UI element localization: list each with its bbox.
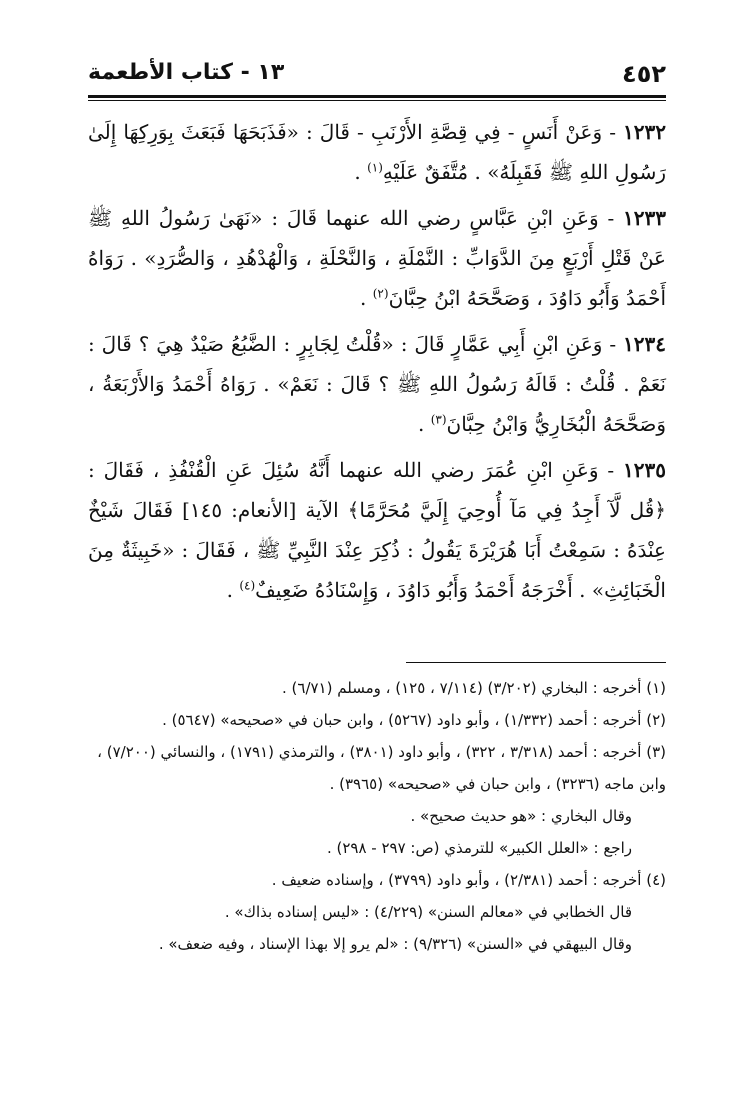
footnote-3: (٣) أخرجه : أحمد (٣/٣١٨ ، ٣٢٢) ، وأبو داود (٣٨٠١) ، والترمذي (١٧٩١) ، والنسائي (٧/٢٠٠) ، وابن ماجه (٣٢٣٦) ، وابن حبان في «صحيحه» (٣٩٦٥) . — [97, 743, 666, 793]
hadith-number: ١٢٣٥ — [623, 458, 666, 482]
hadith-1234 — [88, 324, 666, 444]
hadith-tail: . — [226, 578, 240, 602]
footnote-divider — [406, 662, 666, 663]
header-rule-thin — [88, 100, 666, 101]
hadith-text: - وَعَنِ ابْنِ عُمَرَ رضي الله عنهما أَنَّهُ سُئِلَ عَنِ الْقُنْفُذِ ، فَقَالَ : ﴿قُل لَّآ أَجِدُ فِي مَآ أُوحِيَ إِلَيَّ مُحَرَّمًا﴾ الآية [الأنعام: ١٤٥] فَقَالَ شَيْخٌ عِنْدَهُ : سَمِعْتُ أَبَا هُرَيْرَةَ يَقُولُ : ذُكِرَ عِنْدَ النَّبِيِّ ﷺ ، فَقَالَ : «خَبِيثَةٌ مِنَ الْخَبَائِثِ» . أَخْرَجَهُ أَحْمَدُ وَأَبُو دَاوُدَ ، وَإِسْنَادُهُ ضَعِيفٌ — [88, 458, 666, 602]
footnote-marker: (٢) — [372, 286, 389, 301]
hadith-text: - وَعَنْ أَنَسٍ - فِي قِصَّةِ الأَرْنَبِ - قَالَ : «فَذَبَحَهَا فَبَعَثَ بِوَرِكِهَا إِلَىٰ رَسُولِ اللهِ ﷺ فَقَبِلَهُ» . مُتَّفَقٌ عَلَيْهِ — [88, 120, 666, 184]
hadith-number: ١٢٣٤ — [623, 332, 666, 356]
footnote-1: (١) أخرجه : البخاري (٣/٢٠٢) (٧/١١٤ ، ١٢٥) ، ومسلم (٦/٧١) . — [282, 679, 666, 697]
hadith-number: ١٢٣٢ — [623, 120, 666, 144]
footnote-4-note-2: وقال البيهقي في «السنن» (٩/٣٢٦) : «لم يرو إلا بهذا الإسناد ، وفيه ضعف» . — [158, 935, 632, 953]
hadith-tail: . — [418, 412, 431, 436]
footnote-4-note: قال الخطابي في «معالم السنن» (٤/٢٢٩) : «ليس إسناده بذاك» . — [224, 903, 632, 921]
hadith-tail: . — [354, 160, 368, 184]
hadith-number: ١٢٣٣ — [623, 206, 666, 230]
footnote-marker: (١) — [367, 160, 383, 175]
footnote-3-note: وقال البخاري : «هو حديث صحيح» . — [410, 807, 632, 825]
footnote-2: (٢) أخرجه : أحمد (١/٣٣٢) ، وأبو داود (٥٢٦٧) ، وابن حبان في «صحيحه» (٥٦٤٧) . — [162, 711, 666, 729]
page-number: ٤٥٢ — [622, 60, 666, 88]
header-rule — [88, 95, 666, 98]
footnote-marker: (٣) — [430, 412, 447, 427]
hadith-tail: . — [360, 286, 373, 310]
footnote-3-ref: راجع : «العلل الكبير» للترمذي (ص: ٢٩٧ - ٢٩٨) . — [326, 839, 632, 857]
running-title: ١٣ - كتاب الأطعمة — [88, 60, 285, 85]
page-header — [88, 58, 666, 94]
footnote-4: (٤) أخرجه : أحمد (٢/٣٨١) ، وأبو داود (٣٧٩٩) ، وإسناده ضعيف . — [271, 871, 666, 889]
footnotes — [88, 672, 666, 960]
main-text — [88, 112, 666, 616]
hadith-1233 — [88, 198, 666, 318]
hadith-text: - وَعَنِ ابْنِ عَبَّاسٍ رضي الله عنهما قَالَ : «نَهَىٰ رَسُولُ اللهِ ﷺ عَنْ قَتْلِ أَرْبَعٍ مِنَ الدَّوَابِّ : النَّمْلَةِ ، وَالنَّحْلَةِ ، وَالْهُدْهُدِ ، وَالصُّرَدِ» . رَوَاهُ أَحْمَدُ وَأَبُو دَاوُدَ ، وَصَحَّحَهُ ابْنُ حِبَّانَ — [88, 206, 666, 310]
footnote-marker: (٤) — [239, 578, 256, 593]
hadith-1235 — [88, 450, 666, 610]
hadith-text: - وَعَنِ ابْنِ أَبِي عَمَّارٍ قَالَ : «قُلْتُ لِجَابِرٍ : الضَّبُعُ صَيْدٌ هِيَ ؟ قَالَ : نَعَمْ . قُلْتُ : قَالَهُ رَسُولُ اللهِ ﷺ ؟ قَالَ : نَعَمْ» . رَوَاهُ أَحْمَدُ وَالأَرْبَعَةُ ، وَصَحَّحَهُ الْبُخَارِيُّ وَابْنُ حِبَّانَ — [88, 332, 666, 436]
hadith-1232 — [88, 112, 666, 192]
